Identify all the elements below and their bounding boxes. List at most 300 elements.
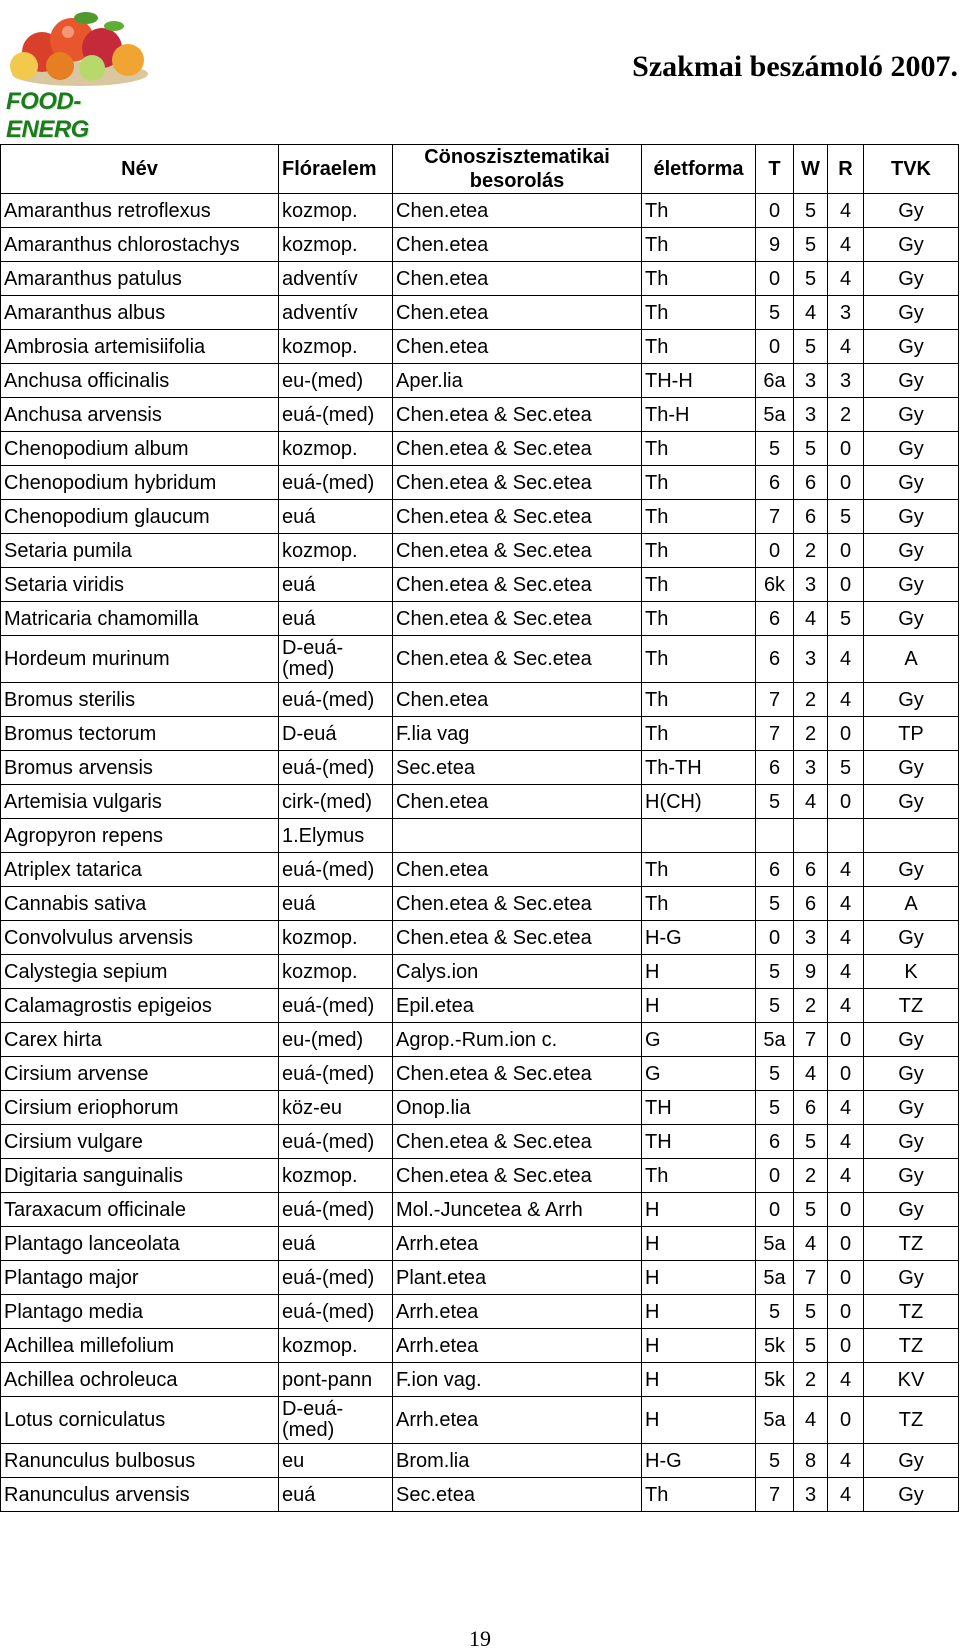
cell-nev: Bromus sterilis: [1, 683, 279, 717]
cell-w: 4: [794, 296, 828, 330]
cell-conoszisztematikai: Aper.lia: [393, 364, 642, 398]
cell-r: 4: [828, 853, 864, 887]
cell-eletforma: H: [642, 1397, 756, 1444]
table-row: [1, 1397, 959, 1444]
cell-conoszisztematikai: Chen.etea: [393, 785, 642, 819]
cell-eletforma: Th-TH: [642, 751, 756, 785]
cell-nev: Amaranthus retroflexus: [1, 194, 279, 228]
cell-floraelem: kozmop.: [279, 1329, 393, 1363]
cell-nev: Ranunculus bulbosus: [1, 1444, 279, 1478]
cell-conoszisztematikai: Arrh.etea: [393, 1227, 642, 1261]
cell-floraelem: eu-(med): [279, 1023, 393, 1057]
cell-nev: Lotus corniculatus: [1, 1397, 279, 1444]
cell-conoszisztematikai: Chen.etea & Sec.etea: [393, 534, 642, 568]
cell-nev: Plantago media: [1, 1295, 279, 1329]
cell-floraelem: kozmop.: [279, 194, 393, 228]
cell-floraelem: euá: [279, 1227, 393, 1261]
cell-conoszisztematikai: Chen.etea: [393, 853, 642, 887]
cell-floraelem: euá-(med): [279, 1193, 393, 1227]
cell-nev: Achillea ochroleuca: [1, 1363, 279, 1397]
cell-w: 8: [794, 1444, 828, 1478]
cell-conoszisztematikai: Sec.etea: [393, 751, 642, 785]
table-row: [1, 364, 959, 398]
cell-conoszisztematikai: Arrh.etea: [393, 1329, 642, 1363]
cell-tvk: Gy: [864, 534, 959, 568]
cell-tvk: Gy: [864, 921, 959, 955]
cell-conoszisztematikai: F.lia vag: [393, 717, 642, 751]
cell-w: 4: [794, 1227, 828, 1261]
table-row: [1, 955, 959, 989]
cell-eletforma: TH: [642, 1125, 756, 1159]
cell-nev: Cirsium vulgare: [1, 1125, 279, 1159]
cell-eletforma: Th: [642, 568, 756, 602]
cell-floraelem: euá: [279, 568, 393, 602]
cell-eletforma: Th: [642, 1478, 756, 1512]
cell-eletforma: Th: [642, 330, 756, 364]
cell-conoszisztematikai: F.ion vag.: [393, 1363, 642, 1397]
cell-tvk: Gy: [864, 1125, 959, 1159]
table-row: [1, 1261, 959, 1295]
cell-w: 6: [794, 853, 828, 887]
cell-floraelem: euá-(med): [279, 853, 393, 887]
column-header-r: R: [828, 145, 864, 194]
cell-r: 4: [828, 1159, 864, 1193]
table-row: [1, 717, 959, 751]
table-row: [1, 1091, 959, 1125]
cell-t: 5a: [756, 1397, 794, 1444]
cell-r: 4: [828, 262, 864, 296]
cell-tvk: Gy: [864, 194, 959, 228]
cell-t: 0: [756, 262, 794, 296]
cell-t: 5: [756, 989, 794, 1023]
cell-conoszisztematikai: Chen.etea & Sec.etea: [393, 602, 642, 636]
cell-w: 5: [794, 1295, 828, 1329]
food-energ-logo: [2, 4, 158, 143]
cell-w: 5: [794, 1125, 828, 1159]
cell-floraelem: euá: [279, 500, 393, 534]
cell-eletforma: Th: [642, 466, 756, 500]
column-header-eletforma: életforma: [642, 145, 756, 194]
cell-conoszisztematikai: Chen.etea & Sec.etea: [393, 500, 642, 534]
cell-eletforma: Th: [642, 636, 756, 683]
cell-t: 7: [756, 717, 794, 751]
cell-tvk: Gy: [864, 568, 959, 602]
cell-eletforma: Th: [642, 228, 756, 262]
cell-floraelem: euá: [279, 602, 393, 636]
cell-t: 7: [756, 683, 794, 717]
cell-floraelem: kozmop.: [279, 1159, 393, 1193]
cell-r: 4: [828, 1125, 864, 1159]
cell-nev: Convolvulus arvensis: [1, 921, 279, 955]
cell-floraelem: euá-(med): [279, 751, 393, 785]
cell-nev: Hordeum murinum: [1, 636, 279, 683]
cell-t: 6: [756, 751, 794, 785]
table-row: [1, 1363, 959, 1397]
cell-r: 0: [828, 1295, 864, 1329]
cell-floraelem: kozmop.: [279, 432, 393, 466]
table-row: [1, 194, 959, 228]
cell-nev: Cirsium eriophorum: [1, 1091, 279, 1125]
cell-floraelem: adventív: [279, 296, 393, 330]
cell-nev: Chenopodium hybridum: [1, 466, 279, 500]
cell-eletforma: Th: [642, 432, 756, 466]
cell-nev: Ambrosia artemisiifolia: [1, 330, 279, 364]
cell-eletforma: Th: [642, 717, 756, 751]
cell-nev: Amaranthus albus: [1, 296, 279, 330]
cell-eletforma: Th: [642, 500, 756, 534]
table-row: [1, 921, 959, 955]
table-row: [1, 1125, 959, 1159]
cell-conoszisztematikai: Arrh.etea: [393, 1397, 642, 1444]
cell-t: 5a: [756, 1261, 794, 1295]
cell-conoszisztematikai: Chen.etea: [393, 262, 642, 296]
cell-floraelem: eu-(med): [279, 364, 393, 398]
cell-floraelem: kozmop.: [279, 955, 393, 989]
cell-tvk: Gy: [864, 228, 959, 262]
cell-floraelem: euá-(med): [279, 989, 393, 1023]
cell-w: 2: [794, 1363, 828, 1397]
cell-floraelem: euá-(med): [279, 466, 393, 500]
cell-eletforma: H: [642, 955, 756, 989]
cell-r: 0: [828, 1193, 864, 1227]
table-row: [1, 1057, 959, 1091]
cell-floraelem: D-euá-(med): [279, 1397, 393, 1444]
cell-t: 7: [756, 1478, 794, 1512]
table-row: [1, 296, 959, 330]
cell-t: 9: [756, 228, 794, 262]
table-row: [1, 602, 959, 636]
cell-tvk: A: [864, 887, 959, 921]
cell-r: 0: [828, 1227, 864, 1261]
cell-r: 2: [828, 398, 864, 432]
cell-tvk: Gy: [864, 330, 959, 364]
cell-w: 7: [794, 1261, 828, 1295]
cell-eletforma: H: [642, 989, 756, 1023]
cell-w: 5: [794, 228, 828, 262]
cell-nev: Cirsium arvense: [1, 1057, 279, 1091]
cell-w: 2: [794, 717, 828, 751]
cell-r: 0: [828, 466, 864, 500]
table-row: [1, 751, 959, 785]
cell-w: 4: [794, 785, 828, 819]
cell-eletforma: Th: [642, 887, 756, 921]
cell-t: 5: [756, 432, 794, 466]
table-row: [1, 636, 959, 683]
cell-tvk: Gy: [864, 364, 959, 398]
cell-eletforma: Th: [642, 853, 756, 887]
cell-nev: Chenopodium glaucum: [1, 500, 279, 534]
cell-r: 4: [828, 955, 864, 989]
cell-conoszisztematikai: Calys.ion: [393, 955, 642, 989]
cell-nev: Taraxacum officinale: [1, 1193, 279, 1227]
table-row: [1, 785, 959, 819]
cell-t: 5: [756, 887, 794, 921]
cell-tvk: K: [864, 955, 959, 989]
cell-t: 5k: [756, 1363, 794, 1397]
cell-r: 4: [828, 683, 864, 717]
cell-r: 4: [828, 887, 864, 921]
cell-floraelem: euá: [279, 1478, 393, 1512]
cell-conoszisztematikai: Chen.etea & Sec.etea: [393, 636, 642, 683]
cell-nev: Anchusa officinalis: [1, 364, 279, 398]
cell-t: 5: [756, 785, 794, 819]
cell-tvk: Gy: [864, 1193, 959, 1227]
cell-w: 6: [794, 1091, 828, 1125]
cell-t: 5: [756, 1295, 794, 1329]
table-row: [1, 432, 959, 466]
cell-tvk: TZ: [864, 1329, 959, 1363]
cell-w: 5: [794, 262, 828, 296]
cell-r: 0: [828, 785, 864, 819]
cell-conoszisztematikai: [393, 819, 642, 853]
cell-tvk: Gy: [864, 1444, 959, 1478]
cell-floraelem: kozmop.: [279, 228, 393, 262]
cell-nev: Agropyron repens: [1, 819, 279, 853]
cell-r: 4: [828, 1091, 864, 1125]
cell-conoszisztematikai: Brom.lia: [393, 1444, 642, 1478]
cell-nev: Plantago lanceolata: [1, 1227, 279, 1261]
cell-conoszisztematikai: Chen.etea: [393, 296, 642, 330]
cell-t: 5: [756, 1057, 794, 1091]
cell-tvk: Gy: [864, 785, 959, 819]
cell-tvk: Gy: [864, 751, 959, 785]
cell-tvk: TZ: [864, 1295, 959, 1329]
cell-nev: Chenopodium album: [1, 432, 279, 466]
cell-nev: Digitaria sanguinalis: [1, 1159, 279, 1193]
cell-r: 4: [828, 1363, 864, 1397]
cell-t: 6a: [756, 364, 794, 398]
cell-t: 0: [756, 534, 794, 568]
cell-w: 5: [794, 194, 828, 228]
cell-floraelem: pont-pann: [279, 1363, 393, 1397]
cell-conoszisztematikai: Chen.etea & Sec.etea: [393, 432, 642, 466]
cell-w: 7: [794, 1023, 828, 1057]
cell-floraelem: kozmop.: [279, 921, 393, 955]
cell-w: 3: [794, 568, 828, 602]
cell-conoszisztematikai: Onop.lia: [393, 1091, 642, 1125]
table-row: [1, 1478, 959, 1512]
cell-t: 5: [756, 1444, 794, 1478]
table-row: [1, 853, 959, 887]
cell-r: 0: [828, 717, 864, 751]
cell-r: 3: [828, 364, 864, 398]
cell-r: 0: [828, 1261, 864, 1295]
cell-eletforma: H: [642, 1363, 756, 1397]
cell-r: 3: [828, 296, 864, 330]
cell-eletforma: H-G: [642, 921, 756, 955]
cell-r: 0: [828, 1397, 864, 1444]
table-row: [1, 819, 959, 853]
cell-r: 0: [828, 534, 864, 568]
table-row: [1, 1193, 959, 1227]
cell-nev: Plantago major: [1, 1261, 279, 1295]
cell-floraelem: 1.Elymus: [279, 819, 393, 853]
cell-nev: Setaria pumila: [1, 534, 279, 568]
cell-nev: Atriplex tatarica: [1, 853, 279, 887]
column-header-w: W: [794, 145, 828, 194]
table-row: [1, 534, 959, 568]
cell-w: [794, 819, 828, 853]
cell-conoszisztematikai: Chen.etea & Sec.etea: [393, 1125, 642, 1159]
cell-t: 5: [756, 1091, 794, 1125]
cell-nev: Artemisia vulgaris: [1, 785, 279, 819]
table-header-row: [1, 145, 959, 194]
column-header-tvk: TVK: [864, 145, 959, 194]
cell-w: 2: [794, 989, 828, 1023]
cell-w: 6: [794, 466, 828, 500]
cell-floraelem: euá-(med): [279, 1261, 393, 1295]
cell-tvk: Gy: [864, 683, 959, 717]
cell-eletforma: G: [642, 1023, 756, 1057]
cell-conoszisztematikai: Chen.etea & Sec.etea: [393, 398, 642, 432]
cell-r: 4: [828, 921, 864, 955]
cell-tvk: Gy: [864, 1091, 959, 1125]
table-row: [1, 683, 959, 717]
table-row: [1, 466, 959, 500]
cell-tvk: Gy: [864, 1057, 959, 1091]
cell-nev: Achillea millefolium: [1, 1329, 279, 1363]
cell-w: 4: [794, 1397, 828, 1444]
cell-r: 4: [828, 228, 864, 262]
cell-t: 0: [756, 1159, 794, 1193]
cell-floraelem: kozmop.: [279, 534, 393, 568]
species-table: [0, 144, 959, 1512]
cell-nev: Calystegia sepium: [1, 955, 279, 989]
cell-t: 0: [756, 330, 794, 364]
cell-floraelem: euá-(med): [279, 398, 393, 432]
cell-floraelem: köz-eu: [279, 1091, 393, 1125]
cell-eletforma: G: [642, 1057, 756, 1091]
cell-r: 5: [828, 751, 864, 785]
cell-floraelem: euá-(med): [279, 1295, 393, 1329]
cell-nev: Bromus arvensis: [1, 751, 279, 785]
cell-nev: Calamagrostis epigeios: [1, 989, 279, 1023]
cell-w: 4: [794, 602, 828, 636]
cell-w: 3: [794, 751, 828, 785]
cell-w: 5: [794, 1193, 828, 1227]
cell-t: 6: [756, 602, 794, 636]
cell-nev: Setaria viridis: [1, 568, 279, 602]
cell-conoszisztematikai: Chen.etea & Sec.etea: [393, 1159, 642, 1193]
cell-floraelem: adventív: [279, 262, 393, 296]
cell-t: 6: [756, 636, 794, 683]
cell-t: 7: [756, 500, 794, 534]
cell-conoszisztematikai: Agrop.-Rum.ion c.: [393, 1023, 642, 1057]
cell-conoszisztematikai: Sec.etea: [393, 1478, 642, 1512]
cell-eletforma: TH-H: [642, 364, 756, 398]
cell-w: 4: [794, 1057, 828, 1091]
cell-eletforma: Th: [642, 296, 756, 330]
cell-r: 5: [828, 602, 864, 636]
logo-text: FOOD-ENERG: [6, 88, 89, 143]
cell-conoszisztematikai: Chen.etea & Sec.etea: [393, 887, 642, 921]
table-row: [1, 887, 959, 921]
cell-nev: Amaranthus patulus: [1, 262, 279, 296]
cell-tvk: Gy: [864, 602, 959, 636]
cell-tvk: Gy: [864, 1261, 959, 1295]
table-row: [1, 398, 959, 432]
cell-r: 4: [828, 330, 864, 364]
cell-t: 0: [756, 921, 794, 955]
cell-nev: Bromus tectorum: [1, 717, 279, 751]
cell-w: 3: [794, 921, 828, 955]
report-title: Szakmai beszámoló 2007.: [632, 50, 958, 83]
cell-conoszisztematikai: Chen.etea & Sec.etea: [393, 1057, 642, 1091]
cell-eletforma: H: [642, 1261, 756, 1295]
table-row: [1, 1295, 959, 1329]
cell-tvk: TP: [864, 717, 959, 751]
cell-r: 4: [828, 989, 864, 1023]
cell-tvk: TZ: [864, 1227, 959, 1261]
cell-eletforma: [642, 819, 756, 853]
table-row: [1, 1227, 959, 1261]
cell-conoszisztematikai: Chen.etea & Sec.etea: [393, 921, 642, 955]
cell-w: 3: [794, 398, 828, 432]
cell-nev: Carex hirta: [1, 1023, 279, 1057]
cell-floraelem: D-euá: [279, 717, 393, 751]
cell-floraelem: euá: [279, 887, 393, 921]
cell-w: 5: [794, 432, 828, 466]
cell-t: 0: [756, 194, 794, 228]
cell-t: 6: [756, 466, 794, 500]
cell-eletforma: Th: [642, 1159, 756, 1193]
fruit-basket-icon: [2, 4, 158, 88]
column-header-t: T: [756, 145, 794, 194]
page-number: 19: [469, 1626, 491, 1651]
cell-t: 5a: [756, 1023, 794, 1057]
cell-conoszisztematikai: Plant.etea: [393, 1261, 642, 1295]
cell-nev: Amaranthus chlorostachys: [1, 228, 279, 262]
cell-w: 3: [794, 364, 828, 398]
cell-w: 3: [794, 636, 828, 683]
cell-t: 0: [756, 1193, 794, 1227]
cell-t: 5a: [756, 1227, 794, 1261]
cell-tvk: A: [864, 636, 959, 683]
cell-floraelem: cirk-(med): [279, 785, 393, 819]
cell-tvk: Gy: [864, 1023, 959, 1057]
cell-tvk: Gy: [864, 262, 959, 296]
cell-tvk: Gy: [864, 398, 959, 432]
cell-floraelem: eu: [279, 1444, 393, 1478]
cell-w: 2: [794, 1159, 828, 1193]
cell-tvk: TZ: [864, 989, 959, 1023]
cell-nev: Anchusa arvensis: [1, 398, 279, 432]
cell-tvk: KV: [864, 1363, 959, 1397]
cell-floraelem: euá-(med): [279, 683, 393, 717]
cell-conoszisztematikai: Arrh.etea: [393, 1295, 642, 1329]
cell-t: 5a: [756, 398, 794, 432]
table-row: [1, 989, 959, 1023]
cell-r: 4: [828, 194, 864, 228]
cell-nev: Cannabis sativa: [1, 887, 279, 921]
table-row: [1, 1329, 959, 1363]
cell-eletforma: Th: [642, 194, 756, 228]
cell-t: 5: [756, 955, 794, 989]
cell-eletforma: Th: [642, 602, 756, 636]
cell-r: 4: [828, 636, 864, 683]
cell-r: 0: [828, 1023, 864, 1057]
cell-tvk: Gy: [864, 853, 959, 887]
cell-eletforma: H: [642, 1227, 756, 1261]
cell-nev: Ranunculus arvensis: [1, 1478, 279, 1512]
table-row: [1, 568, 959, 602]
cell-conoszisztematikai: Epil.etea: [393, 989, 642, 1023]
cell-t: 5k: [756, 1329, 794, 1363]
cell-tvk: Gy: [864, 500, 959, 534]
cell-eletforma: H: [642, 1193, 756, 1227]
cell-conoszisztematikai: Chen.etea: [393, 683, 642, 717]
cell-eletforma: Th: [642, 534, 756, 568]
